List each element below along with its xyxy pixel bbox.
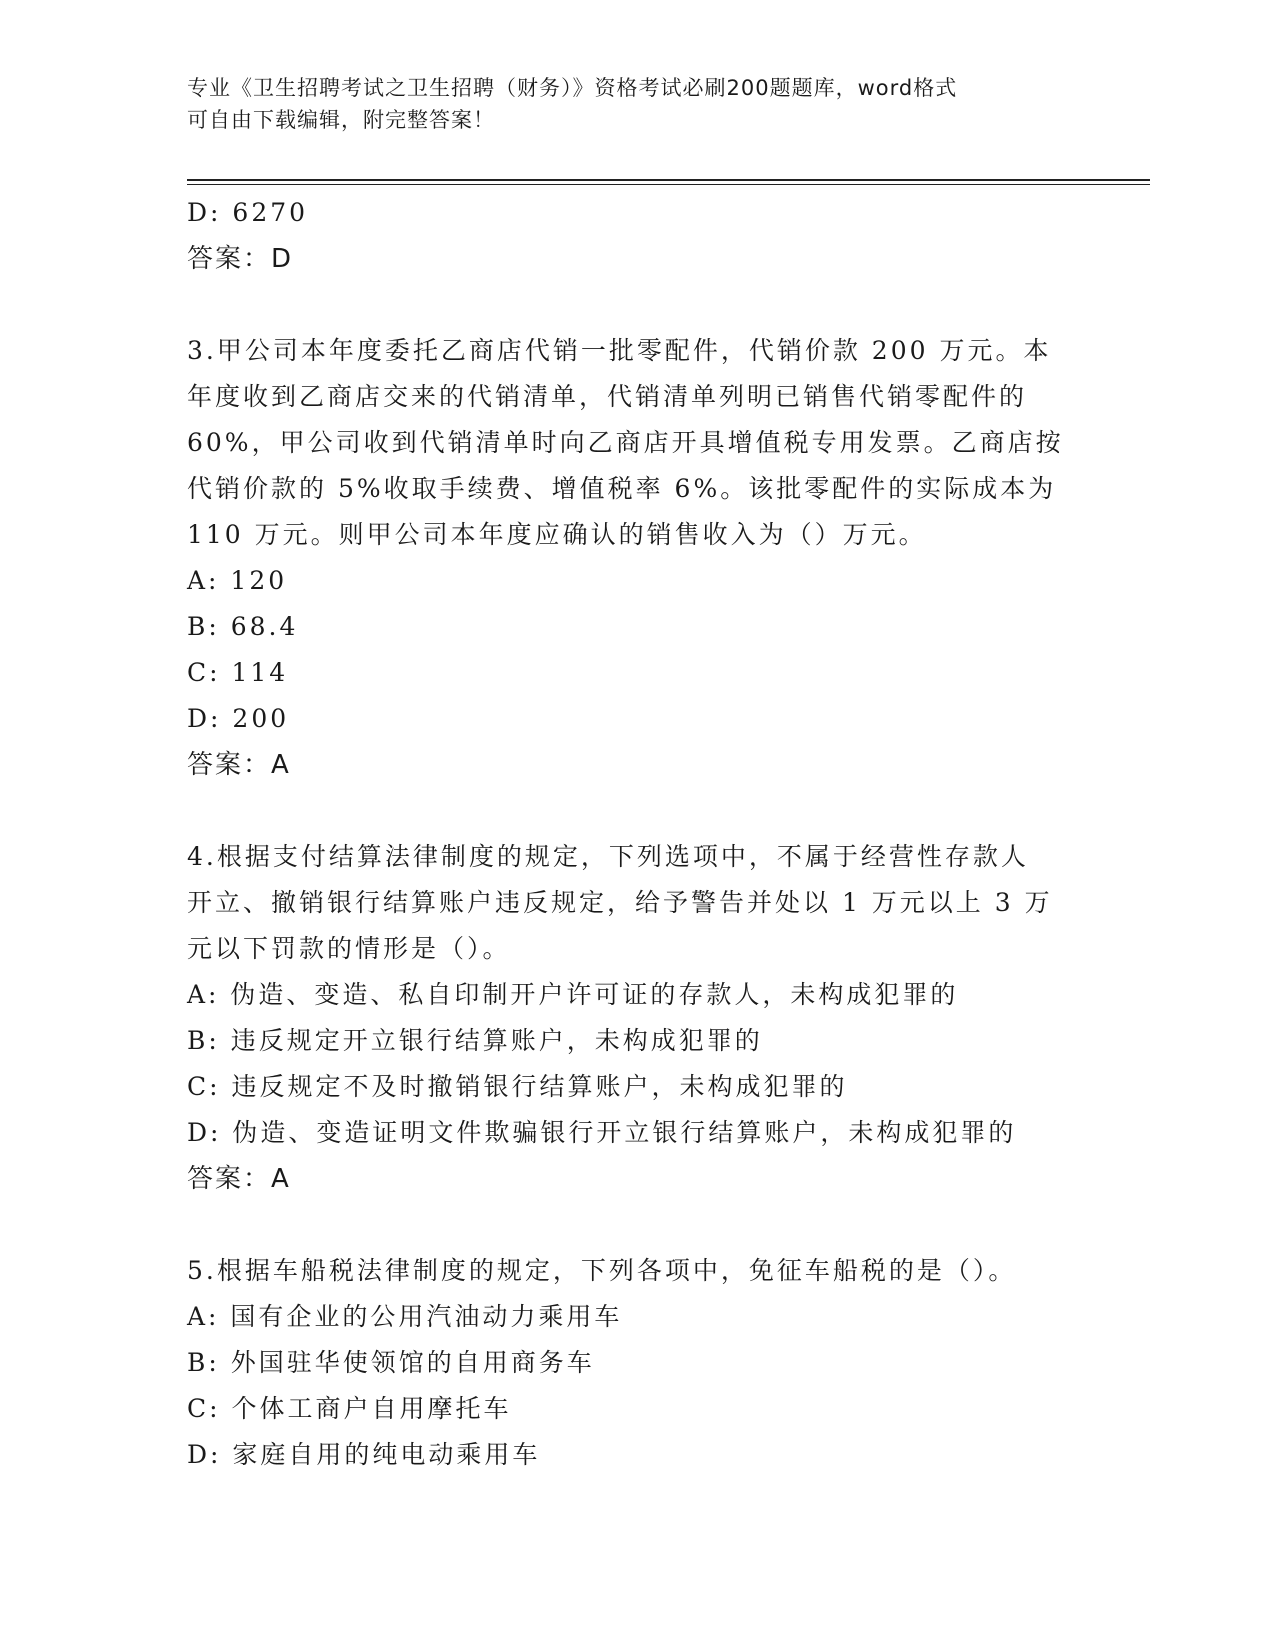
prev-question-option-d: D: 6270	[187, 198, 309, 227]
question-4	[187, 834, 1087, 1202]
option-a: A: 伪造、变造、私自印制开户许可证的存款人，未构成犯罪的	[187, 980, 959, 1009]
stem-line: 元以下罚款的情形是（）。	[187, 934, 511, 963]
stem-line: 60%，甲公司收到代销清单时向乙商店开具增值税专用发票。乙商店按	[187, 428, 1064, 457]
header-divider-thin	[187, 184, 1150, 185]
answer: 答案：A	[187, 1164, 291, 1194]
option-a: A: 120	[187, 566, 288, 595]
option-c: C: 违反规定不及时撤销银行结算账户，未构成犯罪的	[187, 1072, 848, 1101]
option-d: D: 家庭自用的纯电动乘用车	[187, 1440, 541, 1469]
option-c: C: 114	[187, 658, 289, 687]
option-b: B: 违反规定开立银行结算账户，未构成犯罪的	[187, 1026, 763, 1055]
option-d: D: 200	[187, 704, 290, 733]
stem-line: 代销价款的 5%收取手续费、增值税率 6%。该批零配件的实际成本为	[187, 474, 1057, 503]
question-3	[187, 328, 1087, 788]
header-divider-thick	[187, 179, 1150, 181]
header-line-2: 可自由下载编辑，附完整答案！	[187, 108, 495, 132]
spacer	[187, 788, 1087, 834]
option-c: C: 个体工商户自用摩托车	[187, 1394, 512, 1423]
option-b: B: 68.4	[187, 612, 299, 641]
option-d: D: 伪造、变造证明文件欺骗银行开立银行结算账户，未构成犯罪的	[187, 1118, 1017, 1147]
stem-line: 4.根据支付结算法律制度的规定，下列选项中，不属于经营性存款人	[187, 842, 1029, 871]
spacer	[187, 1202, 1087, 1248]
prev-question-answer: 答案：D	[187, 244, 294, 274]
question-5	[187, 1248, 1087, 1478]
stem-line: 5.根据车船税法律制度的规定，下列各项中，免征车船税的是（）。	[187, 1256, 1017, 1285]
document-header	[187, 72, 1067, 136]
question-stem	[187, 834, 1087, 972]
question-stem	[187, 328, 1087, 558]
answer: 答案：A	[187, 750, 291, 780]
stem-line: 3.甲公司本年度委托乙商店代销一批零配件，代销价款 200 万元。本	[187, 336, 1052, 365]
stem-line: 年度收到乙商店交来的代销清单，代销清单列明已销售代销零配件的	[187, 382, 1028, 411]
stem-line: 开立、撤销银行结算账户违反规定，给予警告并处以 1 万元以上 3 万	[187, 888, 1053, 917]
option-b: B: 外国驻华使领馆的自用商务车	[187, 1348, 595, 1377]
spacer	[187, 282, 1087, 328]
stem-line: 110 万元。则甲公司本年度应确认的销售收入为（）万元。	[187, 520, 927, 549]
document-body	[187, 190, 1087, 1478]
option-a: A: 国有企业的公用汽油动力乘用车	[187, 1302, 623, 1331]
header-line-1: 专业《卫生招聘考试之卫生招聘（财务）》资格考试必刷200题题库，word格式	[187, 76, 958, 100]
question-stem	[187, 1248, 1087, 1294]
